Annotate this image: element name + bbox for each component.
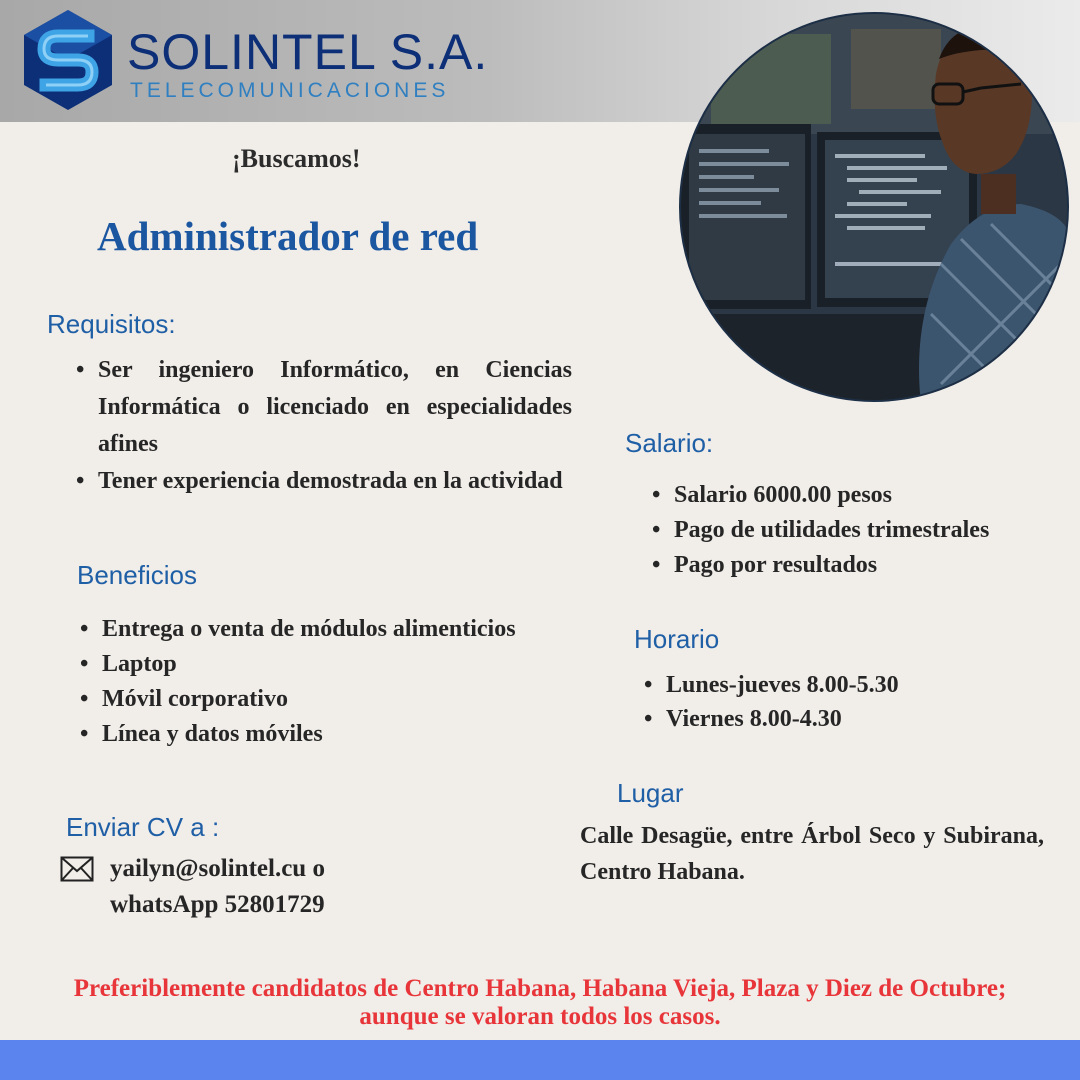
contact-info[interactable]: yailyn@solintel.cu o whatsApp 52801729 bbox=[110, 855, 325, 918]
list-item: • Móvil corporativo bbox=[76, 682, 519, 717]
location-heading: Lugar bbox=[617, 778, 684, 808]
seeking-text: ¡Buscamos! bbox=[232, 144, 361, 173]
send-cv-heading: Enviar CV a : bbox=[66, 812, 220, 842]
job-title: Administrador de red bbox=[97, 213, 479, 259]
brand-subtitle: TELECOMUNICACIONES bbox=[130, 79, 450, 102]
list-item: • Salario 6000.00 pesos bbox=[648, 478, 1068, 513]
schedule-list bbox=[640, 668, 1040, 736]
list-item: • Pago por resultados bbox=[648, 548, 1068, 583]
location-address: Calle Desagüe, entre Árbol Seco y Subirana, Centro Habana. bbox=[580, 823, 1044, 885]
envelope-icon bbox=[60, 856, 94, 882]
footer-note: Preferiblemente candidatos de Centro Habana, Habana Vieja, Plaza y Diez de Octubre; aunque se valoran todos los casos. bbox=[73, 975, 1007, 1030]
bottom-bar bbox=[0, 1040, 1080, 1080]
requirements-list bbox=[72, 352, 572, 500]
benefits-list bbox=[76, 612, 519, 752]
list-item: • Lunes-jueves 8.00-5.30 bbox=[640, 668, 1040, 702]
list-item: • Ser ingeniero Informático, en Ciencias Informática o licenciado en especialidades afines bbox=[72, 352, 572, 463]
list-item: • Viernes 8.00-4.30 bbox=[640, 702, 1040, 736]
list-item: • Línea y datos móviles bbox=[76, 717, 519, 752]
list-item: • Tener experiencia demostrada en la actividad bbox=[72, 463, 572, 500]
developer-photo bbox=[679, 12, 1069, 402]
list-item: • Laptop bbox=[76, 647, 519, 682]
solintel-logo-icon bbox=[22, 8, 114, 112]
brand-name: SOLINTEL S.A. bbox=[127, 24, 489, 80]
salary-list bbox=[648, 478, 1068, 583]
list-item: • Entrega o venta de módulos alimenticios bbox=[76, 612, 519, 647]
salary-heading: Salario: bbox=[625, 428, 714, 458]
schedule-heading: Horario bbox=[634, 624, 720, 654]
list-item: • Pago de utilidades trimestrales bbox=[648, 513, 1068, 548]
requirements-heading: Requisitos: bbox=[47, 309, 176, 339]
benefits-heading: Beneficios bbox=[77, 560, 197, 590]
